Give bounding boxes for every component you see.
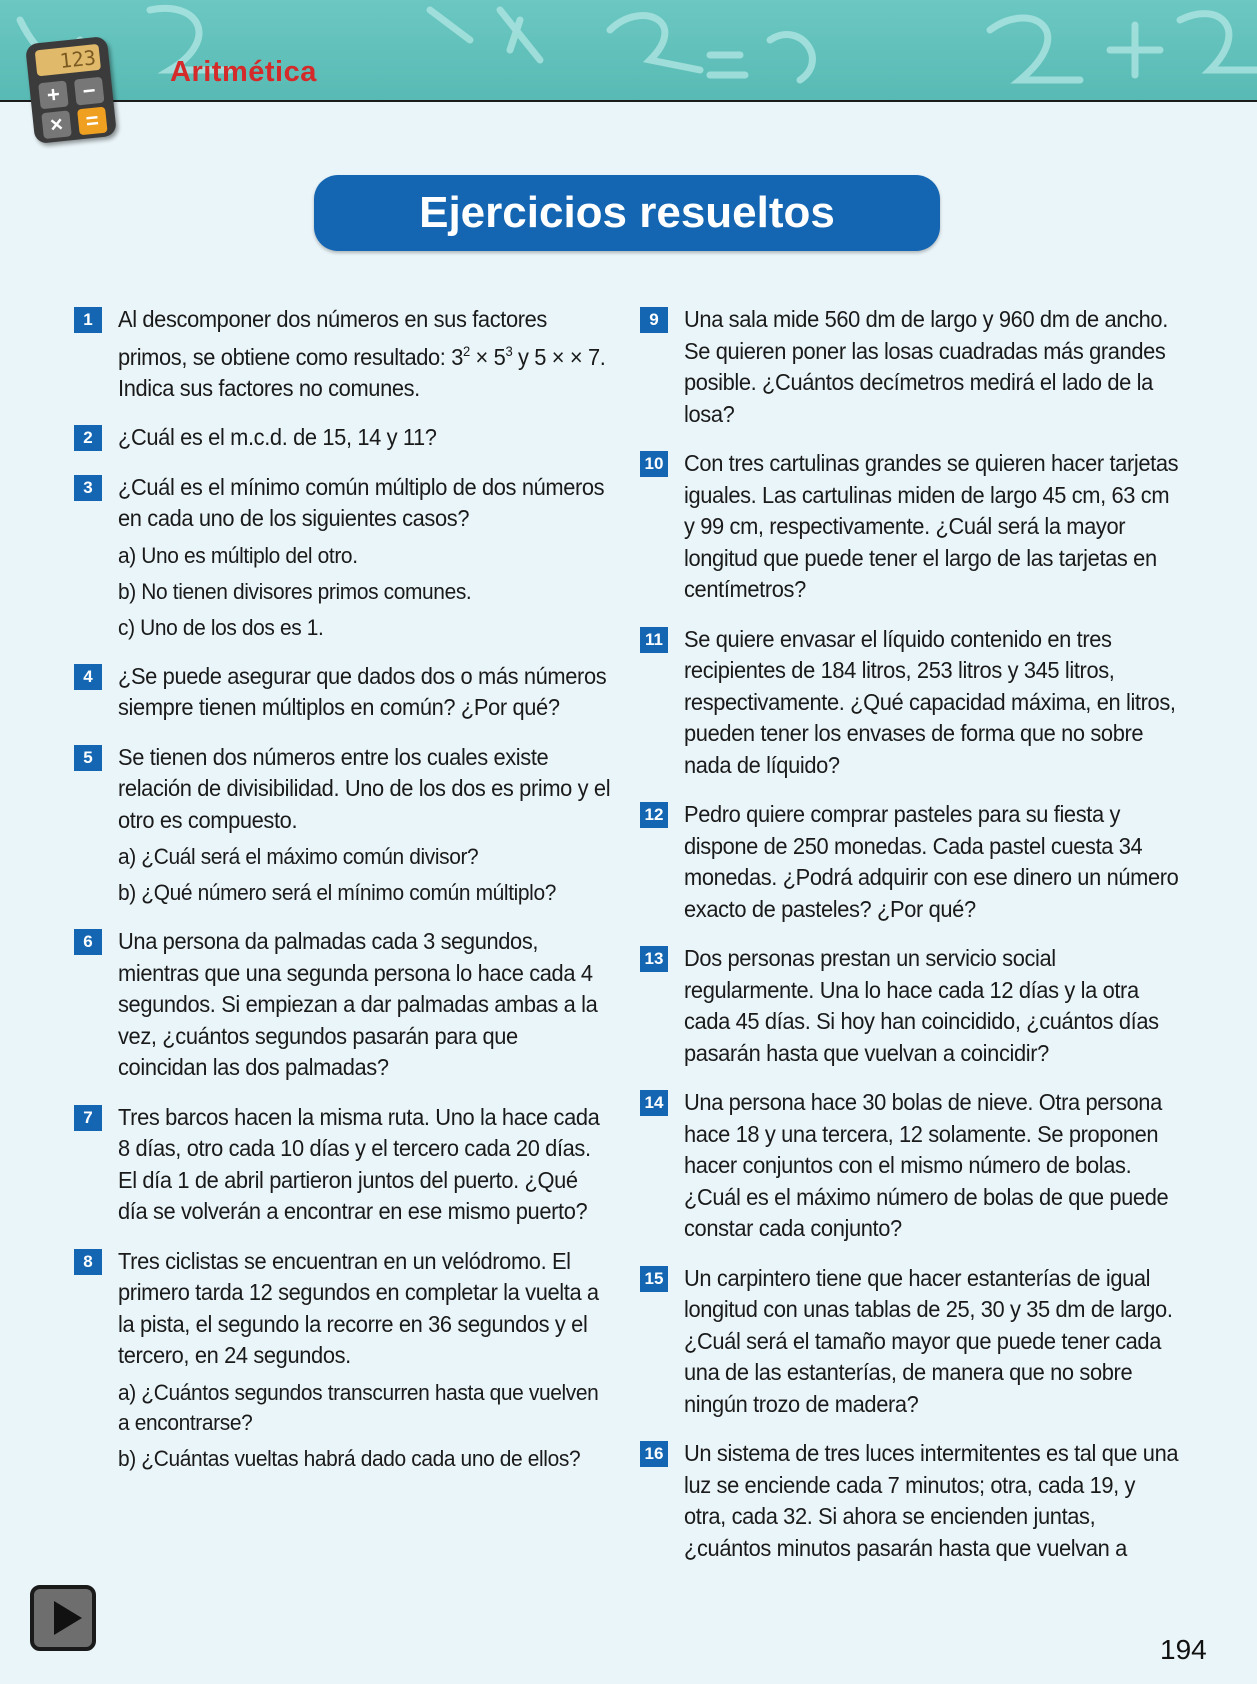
exercise-10 <box>640 448 1185 606</box>
exercise-number-badge: 11 <box>640 627 668 653</box>
exercise-15 <box>640 1263 1185 1421</box>
exercise-question: Se tienen dos números entre los cuales existe relación de divisibilidad. Uno de los dos es primo y el otro es compuesto. <box>118 743 611 833</box>
exercise-6 <box>74 926 614 1084</box>
exercise-number-badge: 4 <box>74 664 102 690</box>
exercise-question: Tres ciclistas se encuentran en un velódromo. El primero tarda 12 segundos en completar la vuelta a la pista, el segundo la recorre en 36 segundos y el tercero, en 24 segundos. <box>118 1247 599 1369</box>
calculator-key-times: × <box>41 110 72 139</box>
exercise-column-left <box>74 304 614 1492</box>
calculator-key-equals: = <box>77 107 108 136</box>
exercise-3 <box>74 472 614 643</box>
section-title: Aritmética <box>170 56 317 88</box>
exercise-12 <box>640 799 1185 925</box>
exercise-question: Un sistema de tres luces intermitentes es tal que una luz se enciende cada 7 minutos; otra, cada 19, y otra, cada 32. Si ahora se encienden juntas, ¿cuántos minutos pasarán hasta que vuelvan a <box>684 1440 1179 1561</box>
exercise-8 <box>74 1246 614 1474</box>
exercise-number-badge: 9 <box>640 307 668 333</box>
exercise-number-badge: 8 <box>74 1249 102 1275</box>
header-rule <box>0 100 1257 102</box>
exercise-number-badge: 1 <box>74 307 102 333</box>
play-icon[interactable] <box>30 1585 96 1651</box>
exercise-1 <box>74 304 614 404</box>
exercise-question: Con tres cartulinas grandes se quieren hacer tarjetas iguales. Las cartulinas miden de largo 45 cm, 63 cm y 99 cm, respectivamente. ¿Cuál será la mayor longitud que puede tener el largo de las tarjetas en centímetros? <box>684 450 1179 602</box>
exercise-number-badge: 5 <box>74 745 102 771</box>
exercise-question: ¿Cuál es el m.c.d. de 15, 14 y 11? <box>118 424 437 451</box>
exercise-question: Tres barcos hacen la misma ruta. Uno la hace cada 8 días, otro cada 10 días y el tercero cada 20 días. El día 1 de abril partieron juntos del puerto. ¿Qué día se volverán a encontrar en ese mismo puerto? <box>118 1103 600 1225</box>
exercise-column-right <box>640 304 1185 1582</box>
exercise-4 <box>74 661 614 724</box>
exercise-11 <box>640 624 1185 782</box>
exercise-subquestion: b) No tienen divisores primos comunes. <box>118 578 472 604</box>
exercise-number-badge: 13 <box>640 946 668 972</box>
exercise-question: Al descomponer dos números en sus factores primos, se obtiene como resultado: $3^2 \times 5^3$ y 5 × × 7. Indica sus factores no comunes. <box>118 306 606 401</box>
exercise-question: Dos personas prestan un servicio social regularmente. Una lo hace cada 12 días y la otra cada 45 días. Si hoy han coincidido, ¿cuántos días pasarán hasta que vuelvan a coincidir? <box>684 945 1159 1066</box>
exercise-7 <box>74 1102 614 1228</box>
exercise-5 <box>74 742 614 909</box>
exercise-16 <box>640 1438 1185 1564</box>
exercise-number-badge: 14 <box>640 1090 668 1116</box>
exercise-2 <box>74 422 614 454</box>
page-number: 194 <box>1160 1634 1207 1665</box>
exercise-question: Se quiere envasar el líquido contenido en tres recipientes de 184 litros, 253 litros y 345 litros, respectivamente. ¿Qué capacidad máxima, en litros, pueden tener los envases de forma que no sobre nada de líquido? <box>684 625 1176 778</box>
exercise-subquestion: b) ¿Qué número será el mínimo común múltiplo? <box>118 880 556 906</box>
exercise-number-badge: 12 <box>640 802 668 828</box>
exercise-question: Una persona da palmadas cada 3 segundos, mientras que una segunda persona lo hace cada 4 segundos. Si empiezan a dar palmadas ambas a la vez, ¿cuántos segundos pasarán para que coincidan las dos palmadas? <box>118 928 598 1081</box>
exercise-question: Una persona hace 30 bolas de nieve. Otra persona hace 18 y una tercera, 12 solamente. Se proponen hacer conjuntos con el mismo número de bolas. ¿Cuál es el máximo número de bolas de que puede constar cada conjunto? <box>684 1089 1169 1241</box>
exercise-question: ¿Se puede asegurar que dados dos o más números siempre tienen múltiplos en común? ¿Por qué? <box>118 662 607 721</box>
page-heading: Ejercicios resueltos <box>314 175 940 251</box>
calculator-icon <box>25 36 117 144</box>
exercise-number-badge: 3 <box>74 475 102 501</box>
exercise-9 <box>640 304 1185 430</box>
exercise-14 <box>640 1087 1185 1245</box>
exercise-number-badge: 7 <box>74 1105 102 1131</box>
calculator-screen: 123 <box>35 44 101 77</box>
exercise-number-badge: 6 <box>74 929 102 955</box>
exercise-subquestion: a) ¿Cuántos segundos transcurren hasta que vuelven a encontrarse? <box>118 1379 599 1435</box>
exercise-number-badge: 16 <box>640 1441 668 1467</box>
exercise-question: Una sala mide 560 dm de largo y 960 dm de ancho. Se quieren poner las losas cuadradas más grandes posible. ¿Cuántos decímetros medirá el lado de la losa? <box>684 306 1168 427</box>
exercise-number-badge: 15 <box>640 1266 668 1292</box>
exercise-subquestion: b) ¿Cuántas vueltas habrá dado cada uno de ellos? <box>118 1445 581 1471</box>
calculator-key-plus: + <box>38 80 69 109</box>
exercise-number-badge: 10 <box>640 451 668 477</box>
exercise-number-badge: 2 <box>74 425 102 451</box>
calculator-key-minus: − <box>74 77 105 106</box>
exercise-subquestion: a) ¿Cuál será el máximo común divisor? <box>118 844 479 870</box>
exercise-question: ¿Cuál es el mínimo común múltiplo de dos números en cada uno de los siguientes casos? <box>118 473 605 532</box>
exercise-question: Pedro quiere comprar pasteles para su fiesta y dispone de 250 monedas. Cada pastel cuesta 34 monedas. ¿Podrá adquirir con ese dinero un número exacto de pasteles? ¿Por qué? <box>684 801 1179 922</box>
exercise-subquestion: a) Uno es múltiplo del otro. <box>118 542 358 568</box>
exercise-subquestion: c) Uno de los dos es 1. <box>118 614 324 640</box>
exercise-question: Un carpintero tiene que hacer estanterías de igual longitud con unas tablas de 25, 30 y 35 dm de largo. ¿Cuál será el tamaño mayor que puede tener cada una de las estanterías, de manera que no sobre ningún trozo de madera? <box>684 1264 1173 1417</box>
exercise-13 <box>640 943 1185 1069</box>
